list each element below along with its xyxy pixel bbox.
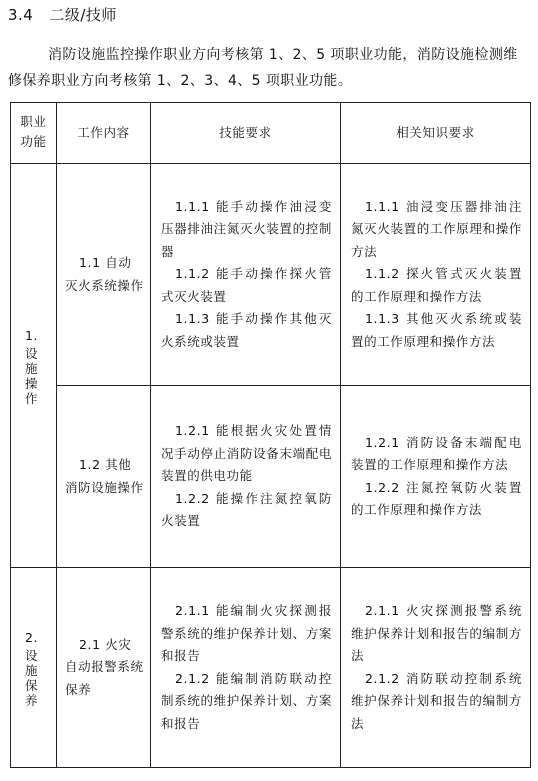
- header-content: 工作内容: [57, 103, 151, 164]
- knowledge-item: 2.1.1 火灾探测报警系统维护保养计划和报告的编制方法: [351, 603, 522, 663]
- domain-number: 1.: [25, 327, 39, 343]
- table-row: [11, 386, 531, 568]
- table-header-row: [11, 103, 531, 164]
- skill-item: 2.1.2 能编制消防联动控制系统的维护保养计划、方案和报告: [161, 670, 332, 731]
- header-skills: 技能要求: [151, 103, 341, 164]
- table-row: [11, 568, 531, 768]
- skills-cell: [151, 568, 341, 768]
- skill-item: 1.2.1 能根据火灾处置情况手动停止消防设备末端配电装置的供电功能: [161, 423, 332, 484]
- domain-cell-1: [11, 164, 57, 568]
- skill-item: 1.2.2 能操作注氮控氧防火装置: [161, 490, 332, 529]
- section-title: 二级/技师: [49, 6, 117, 24]
- header-knowledge: 相关知识要求: [341, 103, 531, 164]
- header-function-line2: 功能: [20, 134, 47, 150]
- skill-item: 1.1.3 能手动操作其他灭火系统或装置: [161, 311, 332, 349]
- knowledge-item: 1.1.1 油浸变压器排油注氮灭火装置的工作原理和操作方法: [351, 198, 522, 259]
- domain-name: 设施保养: [25, 647, 39, 708]
- knowledge-item: 1.1.2 探火管式灭火装置的工作原理和操作方法: [351, 266, 522, 304]
- skill-item: 2.1.1 能编制火灾探测报警系统的维护保养计划、方案和报告: [161, 603, 332, 663]
- knowledge-item: 1.1.3 其他灭火系统或装置的工作原理和操作方法: [351, 311, 522, 349]
- intro-paragraph: 消防设施监控操作职业方向考核第 1、2、5 项职业功能，消防设施检测维修保养职业方向考核第 1、2、3、4、5 项职业功能。: [8, 47, 518, 89]
- knowledge-item: 1.2.1 消防设备末端配电装置的工作原理和操作方法: [351, 434, 522, 472]
- skills-cell: [151, 164, 341, 386]
- skills-cell: [151, 386, 341, 568]
- work-content-cell: [57, 568, 151, 768]
- knowledge-item: 1.2.2 注氮控氧防火装置的工作原理和操作方法: [351, 479, 522, 517]
- domain-number: 2.: [25, 629, 39, 645]
- work-content: 1.2 其他消防设施操作: [65, 457, 144, 495]
- knowledge-cell: [341, 386, 531, 568]
- work-content: 2.1 火灾自动报警系统保养: [65, 636, 144, 697]
- work-content: 1.1 自动灭火系统操作: [65, 255, 144, 293]
- knowledge-item: 2.1.2 消防联动控制系统维护保养计划和报告的编制方法: [351, 670, 522, 731]
- knowledge-cell: [341, 568, 531, 768]
- work-content-cell: [57, 386, 151, 568]
- section-number: 3.4: [8, 6, 34, 24]
- skills-table: [10, 102, 531, 768]
- header-function-line1: 职业: [20, 114, 47, 130]
- table-row: [11, 164, 531, 386]
- skill-item: 1.1.2 能手动操作探火管式灭火装置: [161, 266, 332, 304]
- knowledge-cell: [341, 164, 531, 386]
- domain-cell-2: [11, 568, 57, 768]
- skill-item: 1.1.1 能手动操作油浸变压器排油注氮灭火装置的控制器: [161, 198, 332, 259]
- section-heading: [8, 4, 117, 26]
- header-function: [11, 103, 57, 164]
- domain-name: 设施操作: [25, 345, 39, 406]
- work-content-cell: [57, 164, 151, 386]
